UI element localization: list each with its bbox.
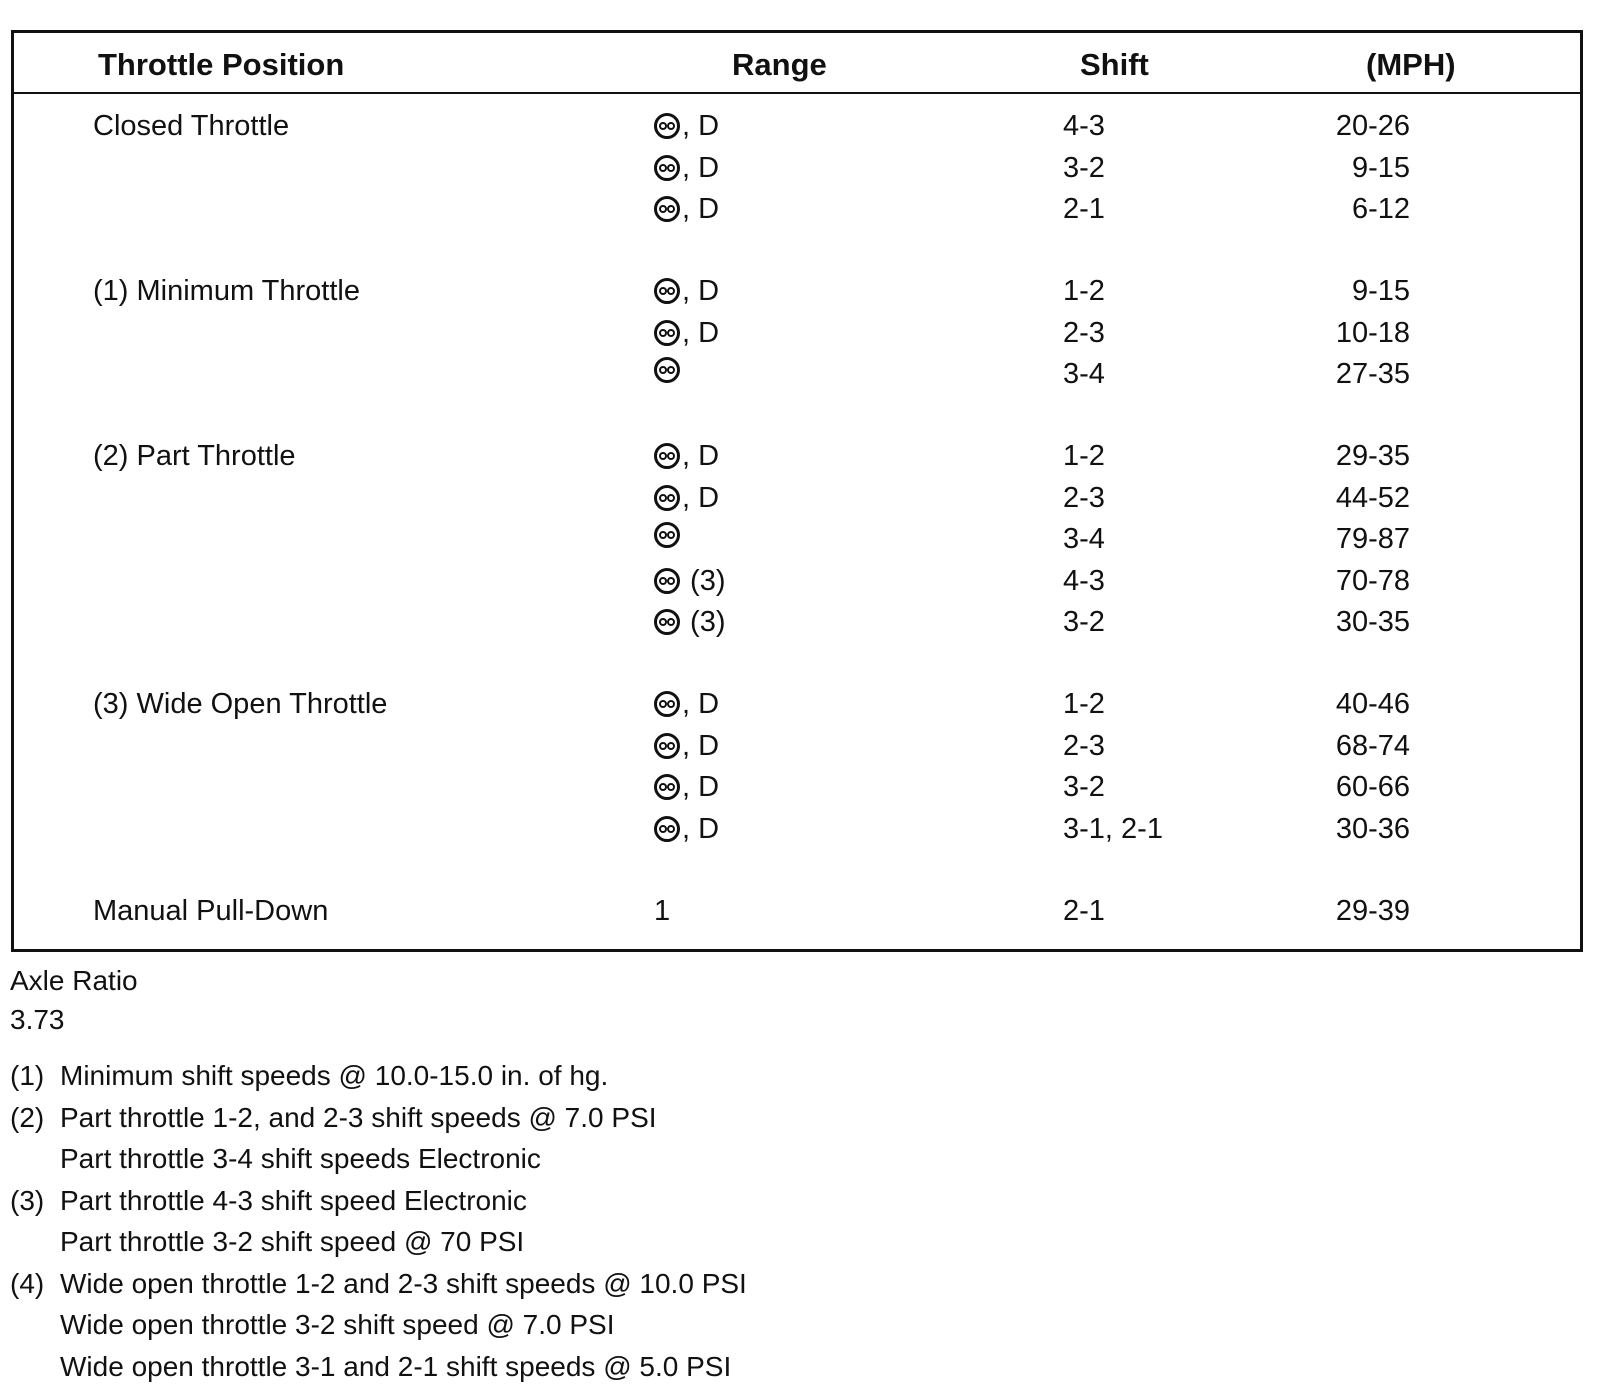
range-text: , D <box>682 688 720 720</box>
footnote-line: Part throttle 3-4 shift speeds Electronic <box>60 1143 541 1174</box>
overdrive-symbol-icon <box>654 816 680 842</box>
footnote-marker: (3) <box>10 1184 45 1216</box>
range-text: , D <box>682 151 720 184</box>
shift-cell: 2-3 <box>1063 316 1105 349</box>
range-text: , D <box>682 729 720 762</box>
axle-ratio-label: Axle Ratio <box>10 965 138 996</box>
footnote-line: Part throttle 1-2, and 2-3 shift speeds @ 7.0 PSI <box>60 1101 657 1133</box>
shift-cell: 3-2 <box>1063 771 1105 803</box>
footnote-line: Wide open throttle 3-2 shift speed @ 7.0 PSI <box>60 1309 615 1340</box>
shift-cell: 2-3 <box>1063 481 1105 514</box>
range-cell <box>654 316 719 350</box>
header-shift: Shift <box>1080 47 1149 82</box>
group-label: (3) Wide Open Throttle <box>93 688 388 720</box>
range-text: (3) <box>682 606 726 638</box>
range-text: , D <box>682 275 720 307</box>
range-cell <box>654 564 726 598</box>
mph-cell: 29-35 <box>1335 440 1410 472</box>
range-cell <box>654 729 719 763</box>
shift-cell: 2-1 <box>1063 894 1105 927</box>
range-cell <box>654 357 682 383</box>
range-text: , D <box>682 110 720 142</box>
overdrive-symbol-icon <box>654 733 680 759</box>
range-text: 1 <box>654 894 671 927</box>
overdrive-symbol-icon <box>654 485 680 511</box>
overdrive-symbol-icon <box>654 522 680 548</box>
mph-cell: 29-39 <box>1335 894 1410 927</box>
header-throttle-position: Throttle Position <box>98 47 345 82</box>
overdrive-symbol-icon <box>654 691 680 717</box>
mph-cell: 20-26 <box>1335 110 1410 142</box>
footnote-marker: (2) <box>10 1101 45 1133</box>
overdrive-symbol-icon <box>654 443 680 469</box>
shift-cell: 3-4 <box>1063 358 1105 390</box>
mph-cell: 30-36 <box>1335 812 1410 845</box>
group-label: (2) Part Throttle <box>93 440 296 472</box>
group-label: Closed Throttle <box>93 110 290 142</box>
range-text: , D <box>682 193 720 225</box>
group-label: Manual Pull-Down <box>93 894 329 927</box>
shift-cell: 1-2 <box>1063 440 1105 472</box>
range-text: , D <box>682 316 720 349</box>
overdrive-symbol-icon <box>654 774 680 800</box>
shift-cell: 3-2 <box>1063 606 1105 638</box>
footnote-marker: (4) <box>10 1267 45 1299</box>
mph-cell: 9-15 <box>1351 275 1410 307</box>
mph-cell: 70-78 <box>1335 564 1410 597</box>
footnote-line: Wide open throttle 1-2 and 2-3 shift speeds @ 10.0 PSI <box>60 1267 747 1299</box>
footnote-line: Wide open throttle 3-1 and 2-1 shift speeds @ 5.0 PSI <box>60 1350 732 1382</box>
range-text: , D <box>682 481 720 514</box>
range-cell <box>654 192 719 226</box>
footnote-line: Part throttle 3-2 shift speed @ 70 PSI <box>60 1226 525 1257</box>
shift-cell: 2-3 <box>1063 729 1105 762</box>
overdrive-symbol-icon <box>654 320 680 346</box>
mph-cell: 68-74 <box>1335 729 1410 762</box>
shift-cell: 4-3 <box>1063 110 1105 142</box>
overdrive-symbol-icon <box>654 609 680 635</box>
overdrive-symbol-icon <box>654 155 680 181</box>
mph-cell: 44-52 <box>1335 481 1410 514</box>
overdrive-symbol-icon <box>654 196 680 222</box>
overdrive-symbol-icon <box>654 113 680 139</box>
shift-cell: 3-4 <box>1063 523 1105 555</box>
axle-ratio-value: 3.73 <box>10 1004 65 1035</box>
range-text: , D <box>682 812 720 845</box>
shift-speed-table <box>11 30 1583 952</box>
header-mph: (MPH) <box>1366 47 1456 82</box>
range-cell <box>654 687 719 721</box>
shift-cell: 2-1 <box>1063 193 1105 225</box>
range-cell <box>654 151 719 185</box>
range-text: (3) <box>682 564 726 597</box>
range-cell <box>654 481 719 515</box>
header-range: Range <box>732 47 827 82</box>
overdrive-symbol-icon <box>654 357 680 383</box>
shift-cell: 1-2 <box>1063 275 1105 307</box>
shift-cell: 3-2 <box>1063 151 1105 184</box>
overdrive-symbol-icon <box>654 568 680 594</box>
range-cell <box>654 770 719 804</box>
shift-cell: 1-2 <box>1063 688 1105 720</box>
mph-cell: 27-35 <box>1335 358 1410 390</box>
footnote-line: Part throttle 4-3 shift speed Electronic <box>60 1184 527 1216</box>
shift-cell: 3-1, 2-1 <box>1063 812 1163 845</box>
range-cell <box>654 812 719 846</box>
header-divider <box>14 92 1580 94</box>
range-cell <box>654 109 719 143</box>
mph-cell: 60-66 <box>1335 771 1410 803</box>
group-label: (1) Minimum Throttle <box>93 275 360 307</box>
overdrive-symbol-icon <box>654 278 680 304</box>
range-cell <box>654 439 719 473</box>
mph-cell: 40-46 <box>1335 688 1410 720</box>
shift-cell: 4-3 <box>1063 564 1105 597</box>
footnote-marker: (1) <box>10 1060 45 1091</box>
range-cell <box>654 522 682 548</box>
range-text: , D <box>682 440 720 472</box>
mph-cell: 6-12 <box>1351 193 1410 225</box>
mph-cell: 10-18 <box>1335 316 1410 349</box>
mph-cell: 30-35 <box>1335 606 1410 638</box>
mph-cell: 79-87 <box>1335 523 1410 555</box>
range-cell <box>654 894 670 928</box>
footnote-line: Minimum shift speeds @ 10.0-15.0 in. of hg. <box>60 1060 609 1091</box>
range-cell <box>654 605 726 639</box>
range-text: , D <box>682 771 720 803</box>
mph-cell: 9-15 <box>1351 151 1410 184</box>
range-cell <box>654 274 719 308</box>
